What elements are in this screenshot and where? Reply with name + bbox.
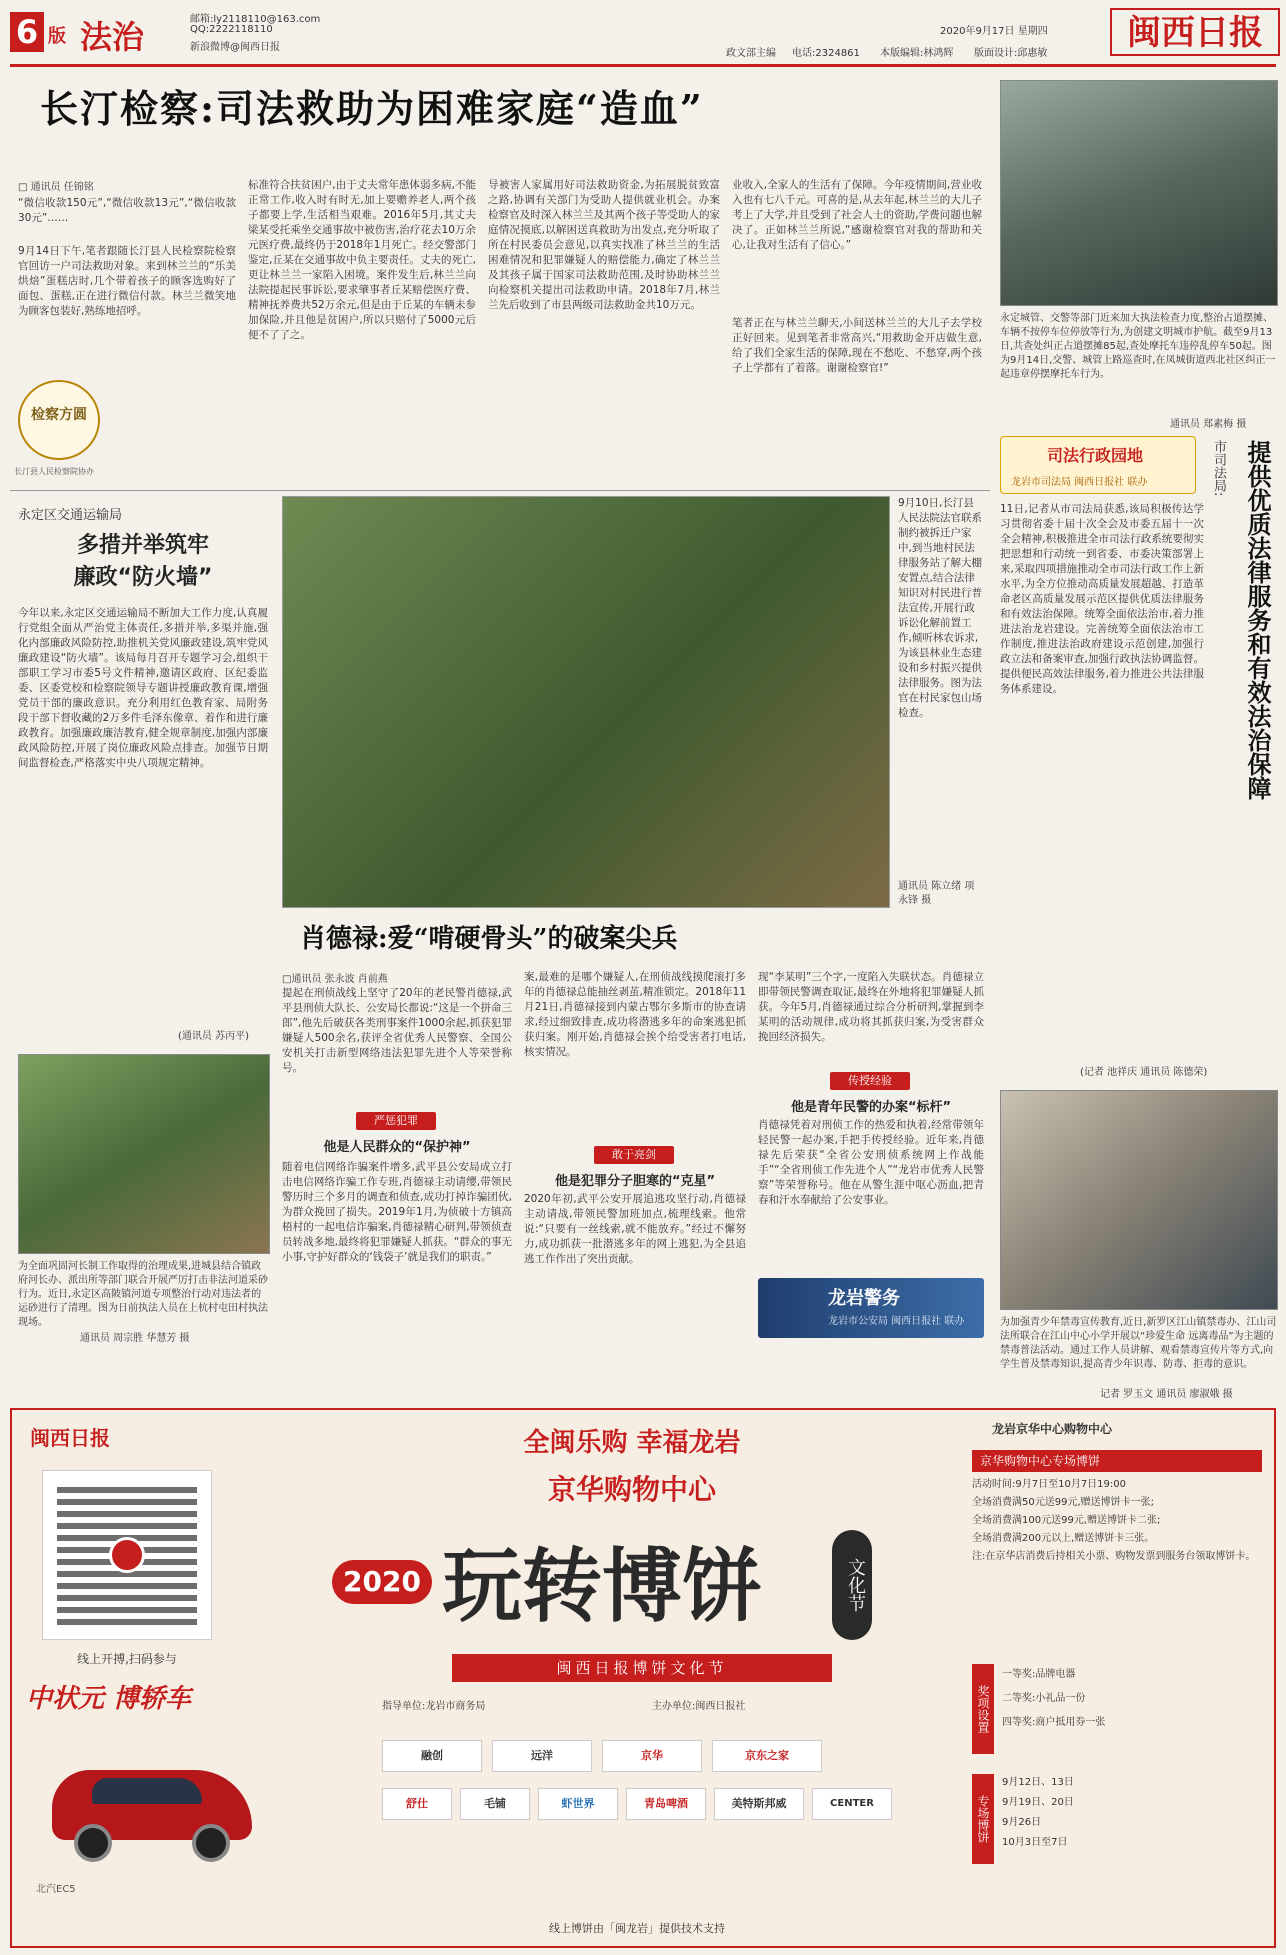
qr-center-logo — [109, 1537, 145, 1573]
scan-text: 线上开搏,扫码参与 — [77, 1652, 177, 1666]
main-headline: 长汀检察:司法救助为困难家庭“造血” — [40, 86, 704, 131]
car-wheel-front — [74, 1824, 112, 1862]
rules-list — [972, 1478, 1262, 1568]
river-photo-caption: 为全面巩固河长制工作取得的治理成果,进城县结合镇政府河长办、派出所等部门联合开展严厉打击非法河道采砂行为。近日,永定区高陂镇河道专项整治行动对违法者的运砂进行了清理。图为日前执法人员在上杭村屯田村执法现场。 — [18, 1261, 268, 1328]
date-line: 9月19日、20日 — [1002, 1797, 1074, 1808]
school-photo-caption: 为加强青少年禁毒宣传教育,近日,新罗区江山镇禁毒办、江山司法所联合在江山中心小学开展以“珍爱生命 远离毒品”为主题的禁毒普法活动。通过工作人员讲解、观看禁毒宣传片等方式,向学生普及禁毒知识,提高青少年识毒、防毒、拒毒的意识。 — [1000, 1317, 1277, 1370]
ad-footer-note: 线上博饼由「闽龙岩」提供技术支持 — [549, 1922, 725, 1935]
side-org: 市司法局: — [1211, 440, 1226, 497]
side-body: 11日,记者从市司法局获悉,该局积极传达学习贯彻省委十届十次全会及市委五届十一次全会精神,积极推进全市司法行政系统要彻实把思想和行动统一到省委、市委决策部署上来,采取四项措施推动全市司法行政工作上新水平,为全方位推动高质量发展超越、打造革命老区高质量发展示范区提供优质法律服务和有效法治保障。统筹全面依法治市,着力推进法治龙岩建设。完善统筹全面依法治市工作制度,推进法治政府建设示范创建,加强行政立法和备案审查,加强行政执法协调监督。提供便民高效法律服务,着力推进公共法律服务体系建设。 — [1000, 503, 1204, 695]
ad-paper-logo: 闽西日报 — [30, 1426, 110, 1450]
river-photo — [18, 1054, 270, 1254]
ad-mall-name: 京华购物中心 — [547, 1473, 716, 1506]
sponsor-logo-4: 京东之家 — [712, 1740, 822, 1772]
weibo-text: 新浪微博@闽西日报 — [190, 42, 280, 53]
sponsor-logo-8: 青岛啤酒 — [626, 1788, 706, 1820]
car-wheel-rear — [192, 1824, 230, 1862]
ad-host: 指导单位:龙岩市商务局 — [382, 1701, 486, 1712]
river-photo-credit: 通讯员 周宗胜 华慧芳 摄 — [80, 1333, 190, 1344]
email-text: 邮箱:ly2118110@163.com — [190, 14, 321, 25]
page-number-badge: 6 — [10, 12, 44, 52]
side-byline: (记者 池祥庆 通讯员 陈德荣) — [1080, 1067, 1208, 1078]
sponsor-logo-10: CENTER — [812, 1788, 892, 1820]
feature-col2-top: 案,最难的是哪个嫌疑人,在刑侦战线摸爬滚打多年的肖德禄总能抽丝剥茧,精准锁定。2018年11月21日,肖德禄接到内蒙古鄂尔多斯市的协查请求,经过细致排查,成功将潜逃多年的命案逃犯抓获归案。刚开始,肖德禄会挨个给受害者打电话,核实情况。 — [524, 971, 746, 1058]
car-window — [92, 1778, 202, 1804]
lead-col1-tail — [108, 380, 236, 480]
lead-col1-body: 9月14日下午,笔者跟随长汀县人民检察院检察官回访一户司法救助对象。来到林兰兰的“乐美烘焙”蛋糕店时,几个带着孩子的顾客选购好了面包、蛋糕,正在进行微信付款。林兰兰微笑地为顾客包装好,熟练地招呼。 — [18, 245, 236, 317]
lead-col4-body: 业收入,全家人的生活有了保障。今年疫情期间,营业收入也有七八千元。可喜的是,从去年起,林兰兰的大儿子考上了大学,并且受到了社会人士的资助,学费问题也解决了。正如林兰兰所说,“感谢检察官对我的帮助和关心,让我对生活有了信心。” — [732, 179, 982, 251]
ad-slogan: 全闽乐购 幸福龙岩 — [523, 1428, 741, 1458]
left-byline: (通讯员 苏丙平) — [178, 1031, 249, 1042]
car-model: 北汽EC5 — [36, 1884, 76, 1895]
prize-line: 一等奖:品牌电器 — [1002, 1669, 1076, 1680]
court-photo — [282, 496, 890, 908]
lead-quote: “微信收款150元”,“微信收款13元”,“微信收款30元”…… — [18, 197, 236, 224]
feature-sub-2: 他是犯罪分子胆寒的“克星” — [554, 1174, 716, 1189]
sponsor-logo-9: 美特斯邦威 — [714, 1788, 804, 1820]
rules-title: 京华购物中心专场博饼 — [972, 1450, 1262, 1472]
stamp-logo — [18, 380, 100, 460]
sponsor-logo-3: 京华 — [602, 1740, 702, 1772]
traffic-photo — [1000, 80, 1278, 306]
feature-sub-3: 他是青年民警的办案“标杆” — [790, 1100, 952, 1115]
lead-col4-tail: 笔者正在与林兰兰聊天,小间送林兰兰的大儿子去学校正好回来。见到笔者非常高兴,“用救助金开店做生意,给了我们全家生活的保障,现在不愁吃、不愁穿,两个孩子上学都有了着落。谢谢检察官!” — [732, 317, 982, 374]
dates-title: 专场博饼 — [972, 1774, 994, 1864]
date-line: 9月26日 — [1002, 1817, 1042, 1828]
side-banner-label: 司法行政园地 — [1047, 446, 1144, 465]
rule-line: 注:在京华店消费后持相关小票、购物发票到服务台领取博饼卡。 — [972, 1551, 1256, 1562]
ad-sub-title: 闽西日报博饼文化节 — [452, 1654, 832, 1682]
rule-1 — [10, 490, 990, 491]
prize-line: 二等奖:小礼品一份 — [1002, 1693, 1086, 1704]
feature-tag-3: 传授经验 — [830, 1072, 910, 1090]
sponsor-logo-2: 远洋 — [492, 1740, 592, 1772]
lead-byline: □ 通讯员 任锦铭 — [18, 182, 94, 193]
ad-organizer: 主办单位:闽西日报社 — [652, 1701, 746, 1712]
ad-right-logo: 龙岩京华中心购物中心 — [992, 1422, 1113, 1436]
court-photo-credit: 通讯员 陈立绪 项永锋 摄 — [898, 881, 975, 906]
rule-line: 活动时间:9月7日至10月7日19:00 — [972, 1479, 1126, 1490]
feature-tag-2: 敢于亮剑 — [594, 1146, 674, 1164]
stamp-text: 检察方圆 — [31, 407, 87, 423]
police-badge-text: 龙岩警务 — [828, 1288, 900, 1309]
masthead-rule — [10, 64, 1276, 67]
left-org: 永定区交通运输局 — [18, 508, 123, 523]
designer-text: 版面设计:邱惠敏 — [974, 48, 1048, 59]
masthead — [0, 0, 1286, 66]
feature-byline: □通讯员 张永波 肖前燕 — [282, 974, 388, 985]
sponsor-logo-1: 融创 — [382, 1740, 482, 1772]
dates-list — [1002, 1776, 1262, 1856]
left-body: 今年以来,永定区交通运输局不断加大工作力度,认真履行党组全面从严治党主体责任,多措并举,多渠并施,强化内部廉政风险防控,助推机关党风廉政建设,筑牢党风廉政建设“防火墙”。该局每月召开专题学习会,组织干部职工学习市委5号文件精神,邀请区政府、区纪委监委、区委党校和检察院领导专题讲授廉政教育课,增强党员干部的廉政意识。充分利用红色教育家、局附务段干部下督收藏的2万多件毛泽东像章、着作和进行廉政教育。加强廉政廉洁教育,健全规章制度,加强内部廉政风险防控,开展了岗位廉政风险点排查。加强节日期间监督检查,严格落实中央八项规定精神。 — [18, 607, 268, 769]
section-title: 法治 — [80, 18, 145, 56]
rule-line: 全场消费满200元以上,赠送博饼卡三张。 — [972, 1533, 1155, 1544]
lead-col3-body: 导被害人家属用好司法救助资金,为拓展脱贫致富之路,协调有关部门为受助人提供就业机会。办案检察官及时深入林兰兰及其两个孩子等受助人的家庭情况摸底,以解困送真救助为出发点,充分听取了所在村民委员会意见,以真实找准了林兰兰的生活困难情况和犯罪嫌疑人的赔偿能力,确定了林兰兰及其孩子属于国家司法救助范围,及时协助林兰兰向检察机关提出司法救助申请。2018年7月,林兰兰先后收到了市县两级司法救助金共10万元。 — [488, 179, 720, 311]
left-headline-1: 多措并举筑牢 — [76, 533, 209, 558]
side-headline: 提供优质法律服务和有效法治保障 — [1243, 440, 1272, 800]
side-banner — [1000, 436, 1196, 494]
ad-festival: 文化节 — [832, 1530, 872, 1640]
ad-panel — [10, 1408, 1276, 1948]
traffic-photo-caption: 永定城管、交警等部门近来加大执法检查力度,整治占道摆摊、车辆不按停车位停放等行为,为创建文明城市护航。截至9月13日,共查处纠正占道摆摊85起,查处摩托车违停乱停车50起。图为9月14日,交警、城管上路巡查时,在凤城街道西北社区纠正一起违章停摆摩托车行为。 — [1000, 313, 1276, 380]
traffic-photo-credit: 通讯员 郑素梅 摄 — [1170, 419, 1247, 430]
police-banner — [758, 1278, 984, 1338]
feature-sub-1: 他是人民群众的“保护神” — [323, 1140, 471, 1155]
school-photo-credit: 记者 罗玉文 通讯员 廖淑娥 摄 — [1100, 1389, 1233, 1400]
car-promo: 中状元 博轿车 — [26, 1684, 192, 1714]
court-photo-caption: 9月10日,长汀县人民法院法官联系制约被拆迁户家中,到当地村民法律服务站了解大棚安置点,结合法律知识对村民进行普法宣传,开展行政诉讼化解前置工作,倾听林农诉求,为该县林业生态建设和乡村振兴提供法律服务。图为法官在村民家包山场检查。 — [898, 497, 982, 719]
left-headline-2: 廉政“防火墙” — [73, 565, 213, 590]
ad-year-badge: 2020 — [332, 1560, 432, 1604]
side-banner-sub: 龙岩市司法局 闽西日报社 联办 — [1011, 477, 1148, 488]
date-text: 2020年9月17日 星期四 — [940, 26, 1048, 37]
feature-headline: 肖德禄:爱“啃硬骨头”的破案尖兵 — [300, 924, 678, 954]
prize-line: 四等奖:商户抵用券一张 — [1002, 1717, 1106, 1728]
feature-col1-top: 提起在刑侦战线上坚守了20年的老民警肖德禄,武平县刑侦大队长、公安局长都说:“这是一个拼命三郎”,他先后破获各类刑事案件1000余起,抓获犯罪嫌疑人500余名,获评全省优秀人民警察、全国公安机关打击新型网络违法犯罪先进个人等荣誉称号。 — [282, 987, 512, 1074]
stamp-sub: 长汀县人民检察院协办 — [14, 467, 94, 476]
phone-text: 电话:2324861 — [792, 48, 860, 59]
editor-text: 政文部主编 — [726, 48, 776, 59]
date-line: 9月12日、13日 — [1002, 1777, 1074, 1788]
school-photo — [1000, 1090, 1278, 1310]
sponsor-logo-6: 毛铺 — [460, 1788, 530, 1820]
date-line: 10月3日至7日 — [1002, 1837, 1068, 1848]
car-image — [52, 1730, 252, 1880]
qr-code — [42, 1470, 212, 1640]
page-suffix: 版 — [48, 26, 66, 47]
paper-logo: 闽西日报 — [1110, 8, 1280, 56]
feature-col1-bottom: 随着电信网络诈骗案件增多,武平县公安局成立打击电信网络诈骗工作专班,肖德禄主动请缨,带领民警历时三个多月的调查和侦查,成功打掉诈骗团伙,为群众挽回了损失。2019年1月,为侦破十方镇高梧村的一起电信诈骗案,肖德禄精心研判,带领侦查员转战多地,最终将犯罪嫌疑人抓获。“群众的事无小事,守护好群众的‘钱袋子’就是我们的职责。” — [282, 1161, 512, 1263]
feature-col2-bottom: 2020年初,武平公安开展追逃攻坚行动,肖德禄主动请战,带领民警加班加点,梳理线索。他常说:“只要有一丝线索,就不能放弃。”经过不懈努力,成功抓获一批潜逃多年的网上逃犯,为全县追逃工作作出了突出贡献。 — [524, 1193, 746, 1265]
prize-list — [1002, 1668, 1262, 1740]
sponsor-logo-7: 虾世界 — [538, 1788, 618, 1820]
rule-line: 全场消费满50元送99元,赠送博饼卡一张; — [972, 1497, 1154, 1508]
duty-editor-text: 本版编辑:林鸿辉 — [880, 48, 954, 59]
feature-col3-bottom: 肖德禄凭着对刑侦工作的热爱和执着,经常带领年轻民警一起办案,手把手传授经验。近年来,肖德禄先后荣获“全省公安刑侦系统网上作战能手”“全省刑侦工作先进个人”“龙岩市优秀人民警察”等荣誉称号。他在从警生涯中呕心沥血,把青春和汗水奉献给了公安事业。 — [758, 1119, 984, 1206]
prize-title: 奖项设置 — [972, 1664, 994, 1754]
ad-big-title: 玩转博饼 — [442, 1539, 762, 1633]
qq-text: QQ:2222118110 — [190, 24, 273, 35]
feature-col3-top: 现“李某明”三个字,一度陷入失联状态。肖德禄立即带领民警调查取证,最终在外地将犯罪嫌疑人抓获。今年5月,肖德禄通过综合分析研判,掌握到李某明的活动规律,成功将其抓获归案,为受害群众挽回经济损失。 — [758, 971, 984, 1043]
feature-tag-1: 严惩犯罪 — [356, 1112, 436, 1130]
police-sub-text: 龙岩市公安局 闽西日报社 联办 — [828, 1316, 965, 1327]
rule-line: 全场消费满100元送99元,赠送博饼卡二张; — [972, 1515, 1161, 1526]
lead-col2-body: 标准符合扶贫困户,由于丈夫常年患体弱多病,不能正常工作,收入时有时无,加上要赡养老人,两个孩子都要上学,生活相当艰难。2016年5月,其丈夫梁某受托乘坐交通事故中被伤害,治疗花去10万余元医疗费,最终仍于2018年1月死亡。经交警部门鉴定,丘某在交通事故中负主要责任。丈夫的死亡,更让林兰兰一家陷入困境。案件发生后,林兰兰向法院提起民事诉讼,要求肇事者丘某赔偿医疗费、精神抚养费共52万余元,但是由于丘某的车辆未参加保险,并且他是贫困户,所以只赔付了5000元后便不了了之。 — [248, 179, 476, 341]
sponsor-logo-5: 舒仕 — [382, 1788, 452, 1820]
